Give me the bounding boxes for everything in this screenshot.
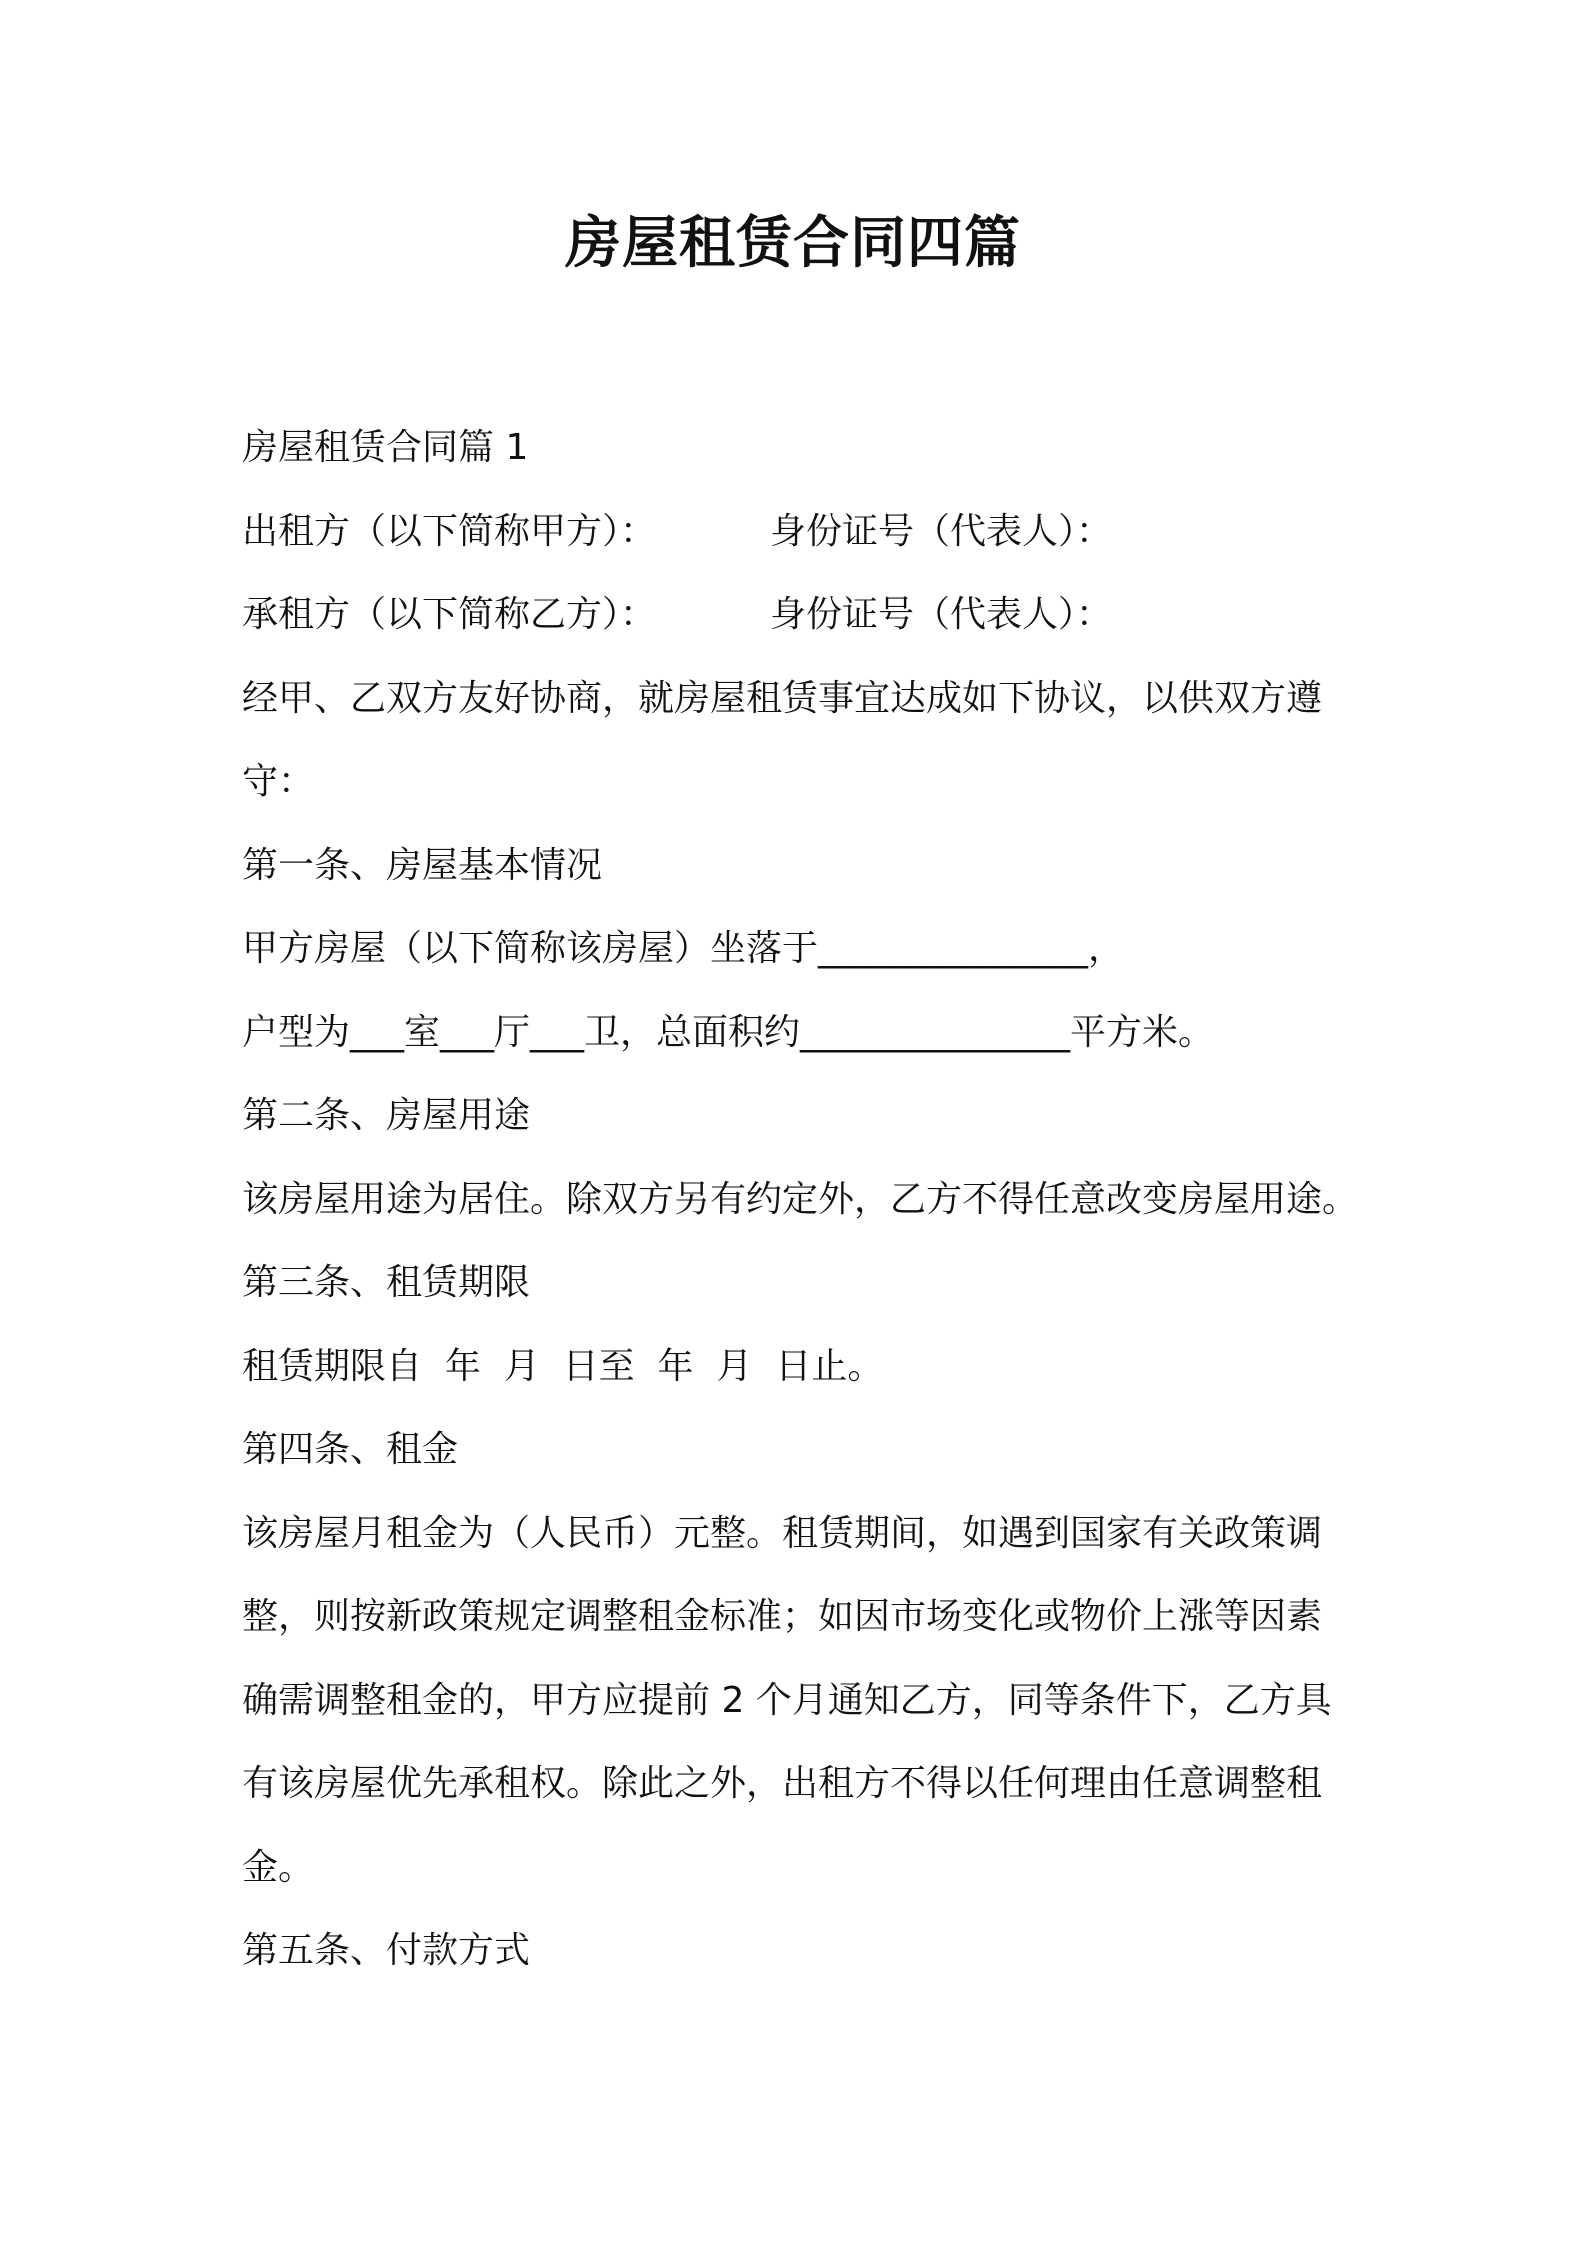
document-body [242,406,1362,1993]
article4-text-line: 金。 [242,1846,315,1888]
intro-line: 守： [242,761,315,802]
lessor-id-label: 身份证号（代表人）： [770,510,1113,552]
lessee-label: 承租方（以下简称乙方）： [242,594,657,635]
article2-heading: 第二条、房屋用途 [242,1095,531,1136]
article3-text: 租赁期限自 年 月 日至 年 月 日止。 [242,1345,884,1387]
section-heading: 房屋租赁合同篇 1 [242,427,529,468]
article4-text-line: 确需调整租金的，甲方应提前 2 个月通知乙方，同等条件下，乙方具 [242,1679,1332,1721]
lessor-row [242,490,1362,574]
article4-text-line: 整，则按新政策规定调整租金标准；如因市场变化或物价上涨等因素 [242,1596,1323,1637]
article2-text: 该房屋用途为居住。除双方另有约定外，乙方不得任意改变房屋用途。 [242,1178,1359,1220]
document-title: 房屋租赁合同四篇 [565,211,1021,276]
article4-text-line: 有该房屋优先承租权。除此之外，出租方不得以任何理由任意调整租 [242,1763,1323,1804]
article1-location-line: 甲方房屋（以下简称该房屋）坐落于_______________， [242,928,1125,969]
intro-line: 经甲、乙双方友好协商，就房屋租赁事宜达成如下协议，以供双方遵 [242,677,1323,719]
lessee-row [242,573,1362,657]
article5-heading: 第五条、付款方式 [242,1930,531,1971]
lessee-id-label: 身份证号（代表人）： [770,594,1113,635]
article1-heading: 第一条、房屋基本情况 [242,844,603,886]
article1-layout-line: 户型为___室___厅___卫，总面积约_______________平方米。 [242,1011,1215,1053]
article4-text-line: 该房屋月租金为（人民币）元整。租赁期间，如遇到国家有关政策调 [242,1512,1323,1554]
lessor-label: 出租方（以下简称甲方）： [242,510,657,552]
article4-heading: 第四条、租金 [242,1429,459,1470]
article3-heading: 第三条、租赁期限 [242,1262,531,1303]
